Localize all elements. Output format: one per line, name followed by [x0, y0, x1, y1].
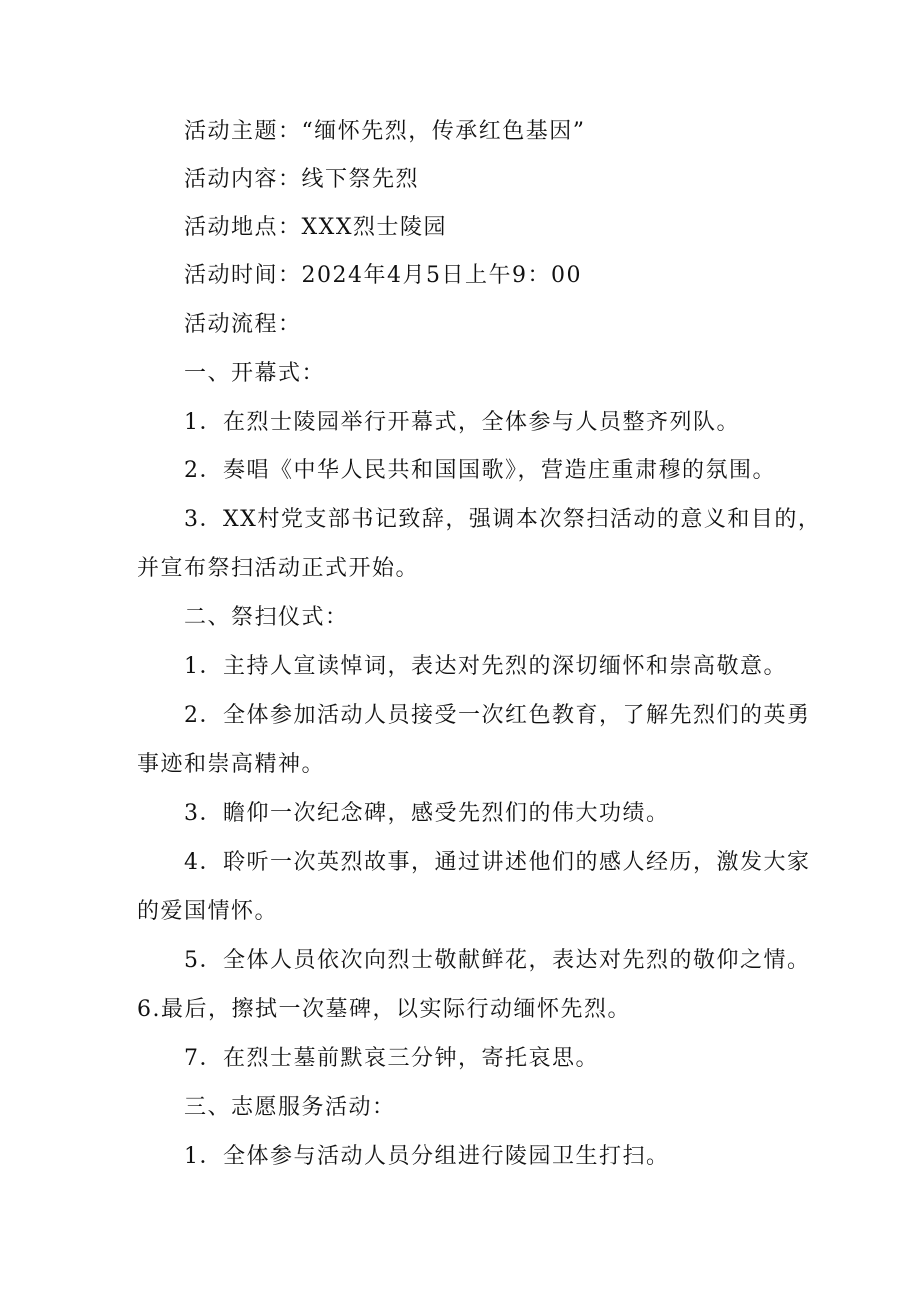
- list-item: 5．全体人员依次向烈士敬献鲜花，表达对先烈的敬仰之情。: [184, 948, 811, 973]
- list-item-continuation: 事迹和崇高精神。: [137, 752, 326, 777]
- section-heading-opening: 一、开幕式：: [184, 361, 326, 386]
- list-item: 1．主持人宣读悼词，表达对先烈的深切缅怀和崇高敬意。: [184, 654, 787, 679]
- list-item: 4．聆听一次英烈故事，通过讲述他们的感人经历，激发大家: [184, 850, 811, 875]
- activity-time: 活动时间：2024年4月5日上午9：00: [184, 263, 582, 288]
- list-item: 3．瞻仰一次纪念碑，感受先烈们的伟大功绩。: [184, 801, 670, 826]
- list-item-continuation: 的爱国情怀。: [137, 899, 279, 924]
- list-item: 1．全体参与活动人员分组进行陵园卫生打扫。: [184, 1144, 670, 1169]
- list-item-continuation: 并宣布祭扫活动正式开始。: [137, 556, 420, 581]
- list-item: 3．XX村党支部书记致辞，强调本次祭扫活动的意义和目的，: [184, 507, 822, 532]
- activity-location: 活动地点：XXX烈士陵园: [184, 215, 447, 240]
- activity-theme: 活动主题：“缅怀先烈，传承红色基因”: [184, 119, 586, 144]
- activity-content: 活动内容：线下祭先烈: [184, 167, 420, 192]
- activity-process-heading: 活动流程：: [184, 312, 302, 337]
- section-heading-volunteer: 三、志愿服务活动：: [184, 1095, 396, 1120]
- list-item: 1．在烈士陵园举行开幕式，全体参与人员整齐列队。: [184, 410, 740, 435]
- list-item: 2．全体参加活动人员接受一次红色教育，了解先烈们的英勇: [184, 703, 811, 728]
- list-item: 7．在烈士墓前默哀三分钟，寄托哀思。: [184, 1046, 599, 1071]
- section-heading-ceremony: 二、祭扫仪式：: [184, 605, 349, 630]
- list-item: 2．奏唱《中华人民共和国国歌》，营造庄重肃穆的氛围。: [184, 458, 776, 483]
- list-item: 6.最后，擦拭一次墓碑，以实际行动缅怀先烈。: [137, 997, 631, 1022]
